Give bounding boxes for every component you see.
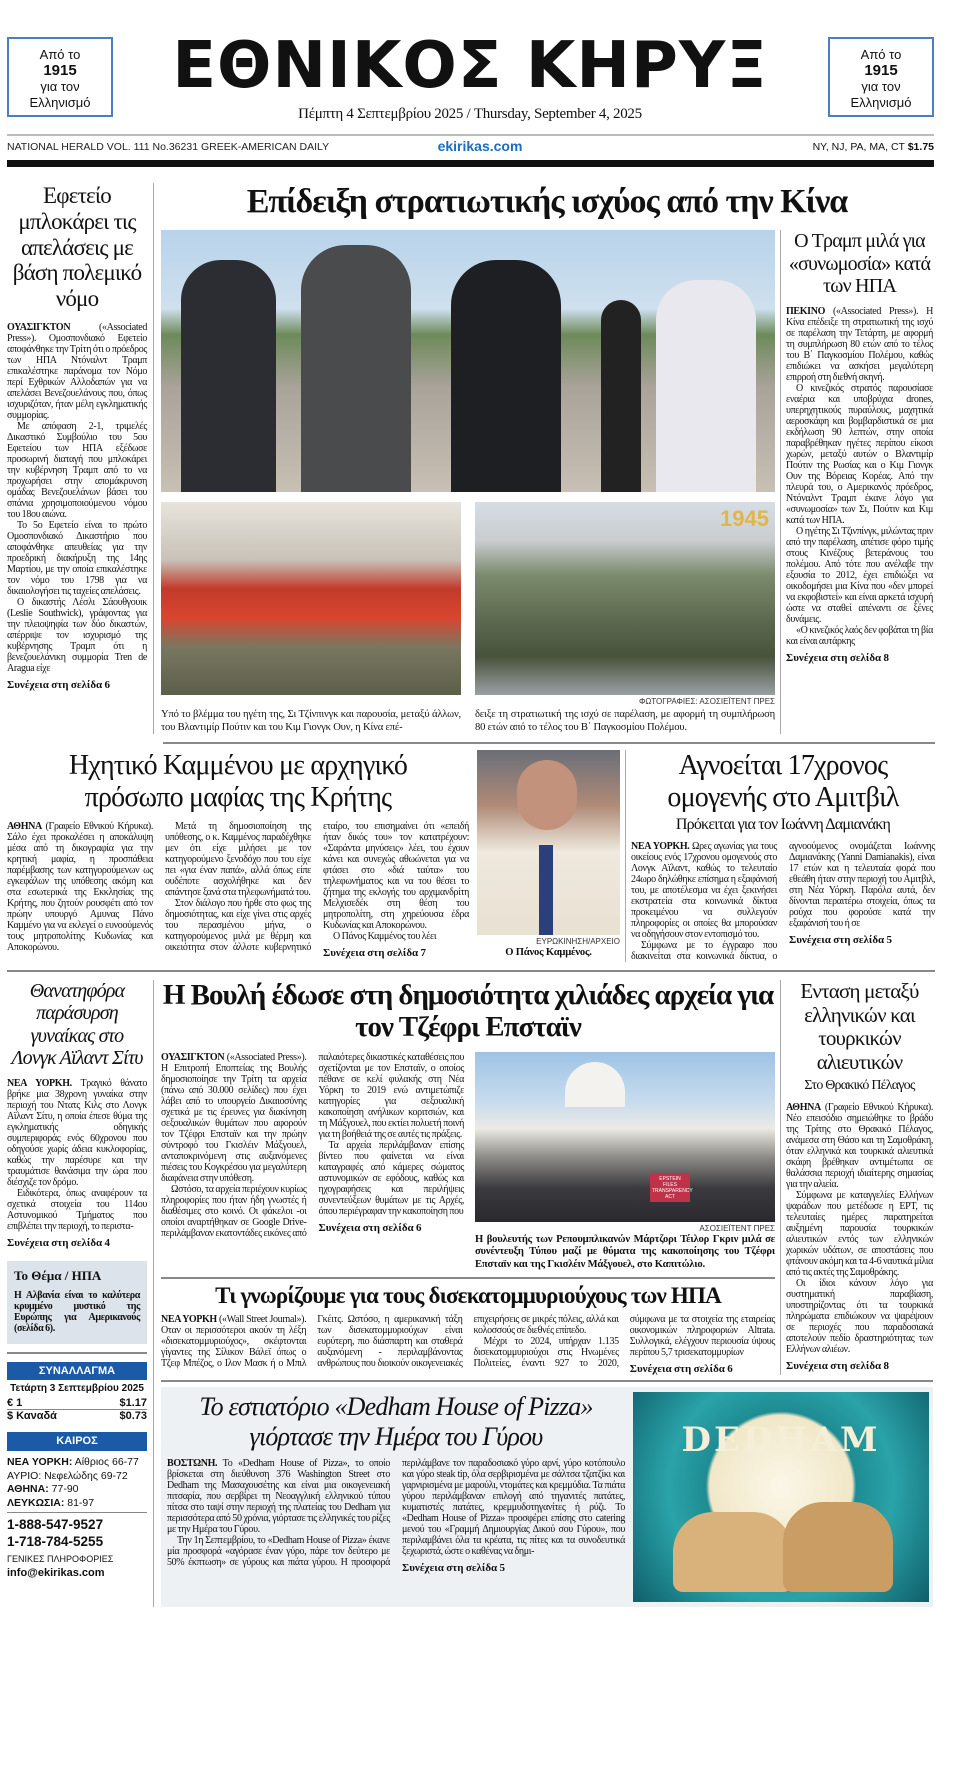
price: $1.75 <box>907 141 934 153</box>
lead-section <box>161 183 933 734</box>
since-text: για τον <box>861 79 901 94</box>
headline-line: Το εστιατόριο «Dedham House of Pizza» <box>199 1391 593 1421</box>
weather-row: ΑΘΗΝΑ: 77-90 <box>7 1483 79 1496</box>
issue-date: Πέμπτη 4 Σεπτεμβρίου 2025 / Thursday, September 4, 2025 <box>298 106 642 122</box>
article-fishing <box>786 980 933 1372</box>
article-kammenos <box>7 750 469 959</box>
since-text: για τον <box>40 79 80 94</box>
paragraph: Μέχρι το 2024, υπήρχαν 1.135 δισεκατομμυριούχοι στις Ηνωμένες Πολιτείες, έναντι 927 το 2020, σύμφωνα με τα στοιχεία της εταιρείας οικονομικών πληροφοριών Altrata. Συλλογικά, ελέγχουν περιουσία ύψους περίπου 5,7 τρισεκατομμυρίων <box>473 1313 775 1369</box>
since-text: Ελληνισμό <box>850 95 912 110</box>
lead-headline: Επίδειξη στρατιωτικής ισχύος από την Κίνα <box>246 183 848 220</box>
weather-box <box>7 1432 147 1581</box>
continue-link[interactable]: Συνέχεια στη σελίδα 6 <box>629 1362 733 1375</box>
phone-number[interactable]: 1-718-784-5255 <box>7 1534 104 1550</box>
headline-line: γιόρτασε την Ημέρα του Γύρου <box>249 1421 543 1451</box>
theme-text: Η Αλβανία είναι το καλύτερα κρυμμένο μυστικό της Ευρώπης για Αμερικανούς (σελίδα 6). <box>14 1289 140 1334</box>
exchange-row: € 1 $1.17 <box>7 1396 147 1409</box>
paragraph: («Wall Street Journal»). Οταν οι περισσότεροι ακούν τη λέξη «δισεκατομμυριούχος», σκέφτονται γίγαντες της Σίλικον Βάλεϊ όπως ο Τζεφ Μπέζος, ο Ιλον Μασκ ή ο Μπιλ Γκέιτς. Ωστόσο, η αμερικανική τάξη των δισεκατομμυριούχων είναι ευρύτερη, πιο διάσπαρτη και σταθερά αυξανόμενη - περιλαμβάνοντας ανθρώπους που διοικούν οικογενειακές επιχειρήσεις σε μικρές πόλεις, αλλά και κολοσσούς σε διεθνές επίπεδο. <box>161 1313 619 1369</box>
website-link[interactable]: ekirikas.com <box>437 138 523 154</box>
headline: Ηχητικό Καμμένου με αρχηγικό πρόσωπο μαφίας της Κρήτης <box>68 750 408 813</box>
theme-title: Το Θέμα / ΗΠΑ <box>14 1267 102 1283</box>
photo-caption: Ο Πάνος Καμμένος. <box>505 947 592 959</box>
weather-row: ΝΕΑ ΥΟΡΚΗ: Αίθριος 66-77 <box>7 1456 139 1469</box>
column-divider <box>625 750 626 962</box>
photo-banner-text: 1945 <box>720 506 769 532</box>
paragraph: («Associated Press»). Η Κίνα επέδειξε τη στρατιωτική της ισχύ σε παρέλαση την Τετάρτη, με αφορμή τη συμπλήρωση 80 ετών από το τέλος του Β΄ Παγκοσμίου Πολέμου, καθώς επιδιώκει να ασκήσει μεγαλύτερη επιρροή στη διεθνή σκηνή. <box>786 305 933 383</box>
parade-flags-photo <box>161 502 461 695</box>
paragraph: Με απόφαση 2-1, τριμελές Δικαστικό Συμβούλιο του 5ου Εφετείου των ΗΠΑ εξέδωσε προσωρινή διαταγή που μπλοκάρει την κυβέρνηση Τραμπ από το να προχωρήσει στην απομάκρυνση ομάδας Βενεζουελάνων βάσει του σπάνια χρησιμοποιούμενου νόμου του 18ου αιώνα. <box>7 420 147 520</box>
headline: Ο Τραμπ μιλά για «συνωμοσία» κατά των ΗΠΑ <box>788 230 931 298</box>
headline: Θανατηφόρα παράσυρση γυναίκας στο Λονγκ Αϊλαντ Σίτυ <box>11 980 143 1070</box>
since-text: Ελληνισμό <box>29 95 91 110</box>
article-long-island <box>7 980 147 1249</box>
paragraph: Ο δικαστής Λέσλι Σάουθγουικ (Leslie Southwick), γράφοντας για την πλειοψηφία των δύο δικαστών, απέρριψε τον ισχυρισμό της κυβέρνησης Τραμπ ότι η βενεζουελάνικη συμμορία Tren de Aragua είχε <box>7 596 147 674</box>
paragraph: Στον διάλογο που ήρθε στο φως της δημοσιότητας, και είχε γίνει στις αρχές του περασμένου μήνα, ο κατηγορούμενος μιλά με θέρμη και οικειότητα στον άλλοτε κυβερνητικό εταίρο, του επισημαίνει ότι «επειδή ήταν δικός του» τον κατατρέχουν: «Σαράντα μηνύσεις» λέει, του έχουν κάνει και συνεχώς αθωώνεται για να φτάσει στο «διά ταύτα» του τηλεφωνήματος και να του θέσει το ζήτημα της εκλογής του αρχιμανδρίτη Μελχισεδέκ στη θέση του μητροπολίτη, στη χηρεύουσα έδρα Κυδωνίας και Αποκορώνου. <box>165 821 469 954</box>
exchange-rates-box <box>7 1362 147 1422</box>
continue-link[interactable]: Συνέχεια στη σελίδα 4 <box>7 1236 111 1249</box>
continue-link[interactable]: Συνέχεια στη σελίδα 6 <box>7 678 111 691</box>
headline: Εφετείο μπλοκάρει τις απελάσεις με βάση πολεμικό νόμο <box>12 183 142 311</box>
paragraph: Ωστόσο, τα αρχεία περιέχουν κυρίως πληροφορίες που ήταν ήδη γνωστές ή διαθέσιμες στο κοινό. Οι φάκελοι -οι οποίοι αναρτήθηκαν σε Google Drive- περιλάμβαναν εκατοντάδες εικόνες από παλαιότερες δικαστικές καταθέσεις που σχετίζονται με τον Επσταϊν, ο οποίος πέθανε σε κελί φυλακής στη Νέα Υόρκη το 2019 ενώ αντιμετώπιζε κατηγορίες για σεξουαλική κακοποίηση ανήλικων κοριτσιών, και τη Μάξγουελ, που εκτίει πολυετή ποινή για τη βοήθειά της σε αυτές τις πράξεις. <box>161 1051 464 1239</box>
since-year: 1915 <box>43 62 77 79</box>
divider <box>7 160 934 167</box>
row-second <box>7 750 935 962</box>
subheadline: Στο Θρακικό Πέλαγος <box>804 1078 915 1094</box>
billionaires-headline: Τι γνωρίζουμε για τους δισεκατομμυριούχους των ΗΠΑ <box>215 1283 721 1309</box>
price-info <box>813 141 934 153</box>
paragraph: Το «Dedham House of Pizza», το οποίο βρίσκεται στη διεύθυνση 376 Washington Street στο Dedham της Μασαχουσέτης και είναι μια οικογενειακή πιτσαρία, που σερβίρει τη Νεοαγγλική ελληνικού τύπου πίτσα στο ταψί στην περιοχή της πλατείας του Dedham για περισσότερα από 50 χρόνια, γιόρτασε τις ελληνικές του ρίζες με την Ημέρα του Γύρου. <box>167 1457 390 1535</box>
paragraph: (Γραφείο Εθνικού Κήρυκα). Σάλο έχει προκαλέσει η αποκάλυψη μέσα από τη δικογραφία για την κρητική μαφία, η προσπάθεια παρέμβασης των κατηγορούμενων ως εγκεφάλων της υπόθεσης ακόμη και στα εσωτερικά της Εκκλησίας της Κρήτης, που ζητούν ρουσφέτι από τον πρώην υπουργό Αμυνας Πάνο Καμμένο για να εκλεγεί ο ευνοούμενός τους μητροπολίτης Κυδωνίας και Αποκορώνου. <box>7 821 153 954</box>
continue-link[interactable]: Συνέχεια στη σελίδα 6 <box>318 1221 422 1234</box>
kammenos-photo-block <box>477 750 620 960</box>
paragraph: Ο ηγέτης Σι Τζινπίνγκ, μιλώντας πριν από την παρέλαση, απέτισε φόρο τιμής στους Κινέζους βετεράνους του πολέμου. Από τότε που ανέλαβε την εξουσία το 2012, έχει επιδιώξει να οικοδομήσει μια Κίνα που «δεν μπορεί να εκφοβιστεί» και είναι αρκετά ισχυρή ώστε να σταθεί απέναντι σε ξένες δυνάμεις. <box>786 525 933 625</box>
lower-left-main <box>161 980 775 1375</box>
since-1915-badge-right <box>828 37 934 117</box>
epstein-photo-block <box>475 1052 775 1272</box>
left-column-lower <box>7 980 147 1580</box>
newspaper-title: ΕΘΝΙΚΟΣ ΚΗΡΥΞ <box>172 29 768 103</box>
article-epstein <box>161 1052 464 1239</box>
column-divider <box>153 980 154 1607</box>
headline <box>167 1392 625 1452</box>
press-sign-text: EPSTEIN FILES TRANSPARENCY ACT <box>652 1175 693 1200</box>
info-label: ΓΕΝΙΚΕΣ ΠΛΗΡΟΦΟΡΙΕΣ <box>7 1554 114 1565</box>
dateline: ΝΕΑ ΥΟΡΚΗ. <box>7 1077 72 1089</box>
divider <box>7 1352 147 1354</box>
edition-info: NATIONAL HERALD VOL. 111 No.36231 GREEK-AMERICAN DAILY <box>7 141 330 153</box>
article-dedham <box>161 1387 933 1607</box>
capitol-press-photo <box>475 1052 775 1222</box>
restaurant-sign-text: DEDHAM <box>681 1419 881 1460</box>
lower-main <box>161 980 933 1607</box>
subheadline: Πρόκειται για τον Ιωάννη Δαμιανάκη <box>675 816 891 834</box>
paragraph: Ο κινεζικός στρατός παρουσίασε εναέρια και υποβρύχια drones, υπερηχητικούς πυραύλους, μαχητικά αεροσκάφη και βομβαρδιστικά σε μια εκδήλωση 90 λεπτών, στην οποία παραβρέθηκαν ηγέτες περίπου είκοσι χωρών, μεταξύ αυτών ο Βλαντιμίρ Πούτιν της Ρωσίας και ο Κιμ Γιονγκ Ουν της Βόρειας Κορέας. Από την πλευρά του, ο Αμερικανός πρόεδρος, Ντόναλντ Τραμπ έκανε λόγο για «συνωμοσία» των Σι, Πούτιν και Κιμ κατά των ΗΠΑ. <box>786 382 933 526</box>
theme-box[interactable] <box>7 1261 147 1344</box>
continue-link[interactable]: Συνέχεια στη σελίδα 7 <box>323 947 427 960</box>
leaders-photo <box>161 230 775 492</box>
article-appeals-court <box>7 183 147 691</box>
since-1915-badge-left <box>7 37 113 117</box>
paragraph: Σύμφωνα με καταγγελίες Ελλήνων ψαράδων που μετέδωσε η ΕΡΤ, τις τελευταίες ημέρες παρατηρείται αυξημένη παρουσία τουρκικών αλιευτικών εντός των ελληνικών χωρικών υδάτων, σε αποστάσεις που φτάνουν ακόμη και τα 4-6 ναυτικά μίλια από τις ακτές της Σαμοθράκης. <box>786 1189 933 1278</box>
divider <box>7 134 934 136</box>
continue-link[interactable]: Συνέχεια στη σελίδα 5 <box>789 934 893 947</box>
paragraph: (Γραφείο Εθνικού Κήρυκα). Νέο επεισόδιο σημειώθηκε το βράδυ της Τρίτης στο Θρακικό Πέλαγος, ανάμεσα στη Θάσο και τη Σαμοθράκη, όταν ελληνικά και τουρκικά αλιευτικά σκάφη βρέθηκαν αντιμέτωπα σε θαλάσσια περιοχή ιδιαίτερης σημασίας για την αλιεία. <box>786 1101 933 1190</box>
paragraph: Ωρες αγωνίας για τους οικείους ενός 17χρονου ομογενούς στο Λονγκ Αϊλαντ, καθώς το τελευταίο 24ωρο δηλώθηκε επίσημα η εξαφάνισή του, με αποτέλεσμα να έχει ξεκινήσει εκστρατεία στα κοινωνικά δίκτυα προκειμένου να συλλεγούν πληροφορίες οι οποίες θα μπορούσαν να οδηγήσουν στον εντοπισμό του. <box>631 841 777 941</box>
dateline: ΑΘΗΝΑ <box>7 821 42 833</box>
regions: NY, NJ, PA, MA, CT <box>812 141 905 153</box>
paragraph: Τα αρχεία περιλάμβαναν επίσης βίντεο που φαίνεται να είναι καταγραφές από κάμερες σώματος αστυνομικών σε εφόδους, καθώς και ηχογραφήσεις και περιλήψεις συνεντεύξεων θυμάτων με τις Αρχές, όπου περιέγραφαν την κακοποίηση που <box>318 1139 464 1217</box>
section-divider <box>161 1277 775 1279</box>
continue-link[interactable]: Συνέχεια στη σελίδα 8 <box>786 1359 890 1372</box>
column-divider <box>780 980 781 1375</box>
dateline: ΟΥΑΣΙΓΚΤΟΝ <box>7 321 71 333</box>
weather-title: ΚΑΙΡΟΣ <box>7 1432 147 1452</box>
photo-caption: δειξε τη στρατιωτική της ισχύ σε παρέλαση, με αφορμή τη συμπλήρωση 80 ετών από το τέλος του Β΄ Παγκοσμίου Πολέμου. <box>475 709 775 733</box>
photo-credit: ΑΣΟΣΙΕΪΤΕΝΤ ΠΡΕΣ <box>699 1223 775 1233</box>
section-divider <box>163 742 935 744</box>
photo-credit: ΦΩΤΟΓΡΑΦΙΕΣ: ΑΣΟΣΙΕΪΤΕΝΤ ΠΡΕΣ <box>638 697 775 707</box>
dateline: ΒΟΣΤΩΝΗ. <box>167 1457 218 1469</box>
paragraph: Ειδικότερα, όπως αναφέρουν τα σχετικά στοιχεία του 114ου Αστυνομικού Τμήματος που επιβλέπει την περιοχή, το περιστα- <box>7 1187 147 1232</box>
paragraph: Οι ίδιοι κάνουν λόγο για συστηματική παραβίαση, υποστηρίζοντας ότι τα τουρκικά πληρώματα επιδιώκουν να ψαρέψουν σε περιοχές που παραδοσιακά αποτελούν πεδίο δραστηριότητας των Ελλήνων αλιέων. <box>786 1277 933 1355</box>
phone-number[interactable]: 1-888-547-9527 <box>7 1517 104 1533</box>
paragraph: Το 5ο Εφετείο είναι το πρώτο Ομοσπονδιακό Δικαστήριο που αποφάνθηκε απευθείας για την προεδρική διακήρυξη της 14ης Μαρτίου, με την οποία επικαλέστηκε τον νόμο του 1798 για να δικαιολογήσει τις ταχείες απελάσεις. <box>7 519 147 597</box>
paragraph: Τραγικό θάνατο βρήκε μια 38χρονη γυναίκα στην περιοχή του Ντατς Κιλς στο Λονγκ Αϊλαντ Σίτυ, η οποία έπεσε θύμα της εγκληματικής οδηγικής συμπεριφοράς ενός 60χρονου που οδηγούσε χωρίς άδεια κυκλοφορίας, καθώς την παρέσυρε και την τραυμάτισε θανάσιμα την ώρα που διέσχιζε τον δρόμο. <box>7 1077 147 1188</box>
column-divider <box>780 230 781 734</box>
photo-caption: Υπό το βλέμμα του ηγέτη της, Σι Τζίνπινγκ και παρουσία, μεταξύ άλλων, του Βλαντιμίρ Πούτιν και του Κιμ Γιονγκ Ουν, η Κίνα επέ- <box>161 709 461 733</box>
paragraph: Την 1η Σεπτεμβρίου, το «Dedham House of Pizza» έκανε μία προσφορά «αγόρασε έναν γύρο, πάρε τον δεύτερο με 50% έκπτωση» σε γύρους και πιάτα γύρου. Η προσφορά περιλάμβανε τον παραδοσιακό γύρο αρνί, γύρο κοτόπουλο και γύρο steak tip, όλα σερβιρισμένα με σάλτσα τζατζίκι και γαρνιρισμένα με μαρούλι, ντομάτες και κρεμμύδια. Τα πιάτα γύρου περιλάμβαναν επιλογή από τηγανιτές πατάτες, κυματιστές πατάτες, κρεμμυδοτηγανίτες ή ρύζι. Το «Dedham House of Pizza» προσφέρει επίσης στο catering μενού του «Γραμμή Δημιουργίας Δικού σου Γύρου», που περιλαμβάνει όλα τα κρέατα, τις πίτες και τα συνοδευτικά ξεχωριστά, ώστε ο καθένας να δημι- <box>167 1457 625 1568</box>
section-divider <box>7 970 935 972</box>
dateline: ΠΕΚΙΝΟ <box>786 305 826 317</box>
gyro-food-photo <box>633 1392 929 1602</box>
since-year: 1915 <box>864 62 898 79</box>
row-lead <box>7 183 935 734</box>
column-divider <box>153 183 154 734</box>
epstein-headline: Η Βουλή έδωσε στη δημοσιότητα χιλιάδες αρχεία για τον Τζέφρι Επσταϊν <box>162 979 774 1043</box>
headline: Αγνοείται 17χρονος ομογενής στο Αμιτβιλ <box>667 750 899 813</box>
kammenos-photo <box>477 750 620 935</box>
article-trump <box>786 230 933 663</box>
paragraph: Μετά τη δημοσιοποίηση της υπόθεσης, ο κ. Καμμένος παραδέχθηκε μεν ότι είχε μιλήσει με τον κατηγορούμενο ξενοδόχο που του είχε πει «για έναν παπά», αλλά όπως είπε ουδέποτε ασχολήθηκε και δεν απάντησε ξανά στα τηλεφωνήματά του. <box>165 821 311 899</box>
photo-caption: Η βουλευτής των Ρεπουμπλικανών Μάρτζορι Τέιλορ Γκριν μιλά σε συνέντευξη Τύπου μαζί με θύματα της κακοποίησης του Τζέφρι Επσταϊν και της Γκισλέιν Μάξγουελ, στο Καπιτώλιο. <box>475 1233 775 1270</box>
paragraph: Σύμφωνα με το έγγραφο που διακινείται στα κοινωνικά δίκτυα, ο αγνοούμενος ονομάζεται Ιωάννης Δαμιανάκης (Yanni Damianakis), είναι 17 ετών και η τελευταία φορά που εθεάθη ήταν στην περιοχή του Αμιτβιλ, στη Νέα Υόρκη. Παρόλα αυτά, δεν δίνονται περαιτέρω στοιχεία, όπως τα ρούχα που φορούσε κατά την εξαφάνισή του ή σε <box>631 841 935 963</box>
photo-credit: ΕΥΡΩΚΙΝΗΣΗ/ΑΡΧΕΙΟ <box>536 937 620 947</box>
dateline: ΝΕΑ ΥΟΡΚΗ <box>161 1313 217 1325</box>
lead-photos <box>161 230 775 734</box>
dateline: ΝΕΑ ΥΟΡΚΗ. <box>631 841 690 853</box>
exchange-title: ΣΥΝΑΛΛΑΓΜΑ <box>7 1362 147 1380</box>
row-third <box>7 980 935 1607</box>
article-missing-teen <box>631 750 935 962</box>
page-content <box>7 183 935 1607</box>
email-link[interactable]: info@ekirikas.com <box>7 1566 105 1579</box>
dateline: ΟΥΑΣΙΓΚΤΟΝ <box>161 1051 225 1063</box>
exchange-row: $ Καναδά $0.73 <box>7 1409 147 1422</box>
dateline: ΑΘΗΝΑ <box>786 1101 821 1113</box>
article-billionaires <box>161 1314 775 1375</box>
paragraph: «Ο κινεζικός λαός δεν φοβάται τη βία και είναι αυτάρκης <box>786 624 933 647</box>
weather-row: ΛΕΥΚΩΣΙΑ: 81-97 <box>7 1497 147 1514</box>
continue-link[interactable]: Συνέχεια στη σελίδα 5 <box>402 1561 506 1574</box>
since-text: Από το <box>39 47 81 62</box>
headline: Ενταση μεταξύ ελληνικών και τουρκικών αλιευτικών <box>800 979 919 1074</box>
paragraph: Ο Πάνος Καμμένος του λέει <box>333 931 437 943</box>
parade-soldiers-photo <box>475 502 775 695</box>
weather-row: ΑΥΡΙΟ: Νεφελώδης 69-72 <box>7 1469 128 1482</box>
exchange-date: Τετάρτη 3 Σεπτεμβρίου 2025 <box>10 1382 144 1394</box>
paragraph: («Associated Press»). Η Επιτροπή Εποπτείας της Βουλής δημοσιοποίησε την Τρίτη τα αρχεία (πάνω από 30.000 σελίδες) που έχει λάβει από το υπουργείο Δικαιοσύνης σχετικά με τις έρευνες για διακίνηση σεξουαλικών θυμάτων που αφορούν τον Τζέφρι Επσταϊν και την πρώην σύντροφό του Γκισλέιν Μάξγουελ, ανταποκρινόμενη στις αυξανόμενες πιέσεις του Κογκρέσου για μεγαλύτερη διαφάνεια στην υπόθεση. <box>161 1051 307 1184</box>
section-divider <box>161 1380 933 1382</box>
since-text: Από το <box>860 47 902 62</box>
paragraph: («Associated Press»). Ομοσπονδιακό Εφετείο αποφάνθηκε την Τρίτη ότι ο πρόεδρος των ΗΠΑ Ντόναλντ Τραμπ επικαλέστηκε παράνομα τον Νόμο περί Εχθρικών Αλλοδαπών για να απελάσει Βενεζουελάνους που, όπως ισχυριζόταν, ήταν μέλη εγκληματικής συμμορίας. <box>7 321 147 421</box>
continue-link[interactable]: Συνέχεια στη σελίδα 8 <box>786 651 890 664</box>
